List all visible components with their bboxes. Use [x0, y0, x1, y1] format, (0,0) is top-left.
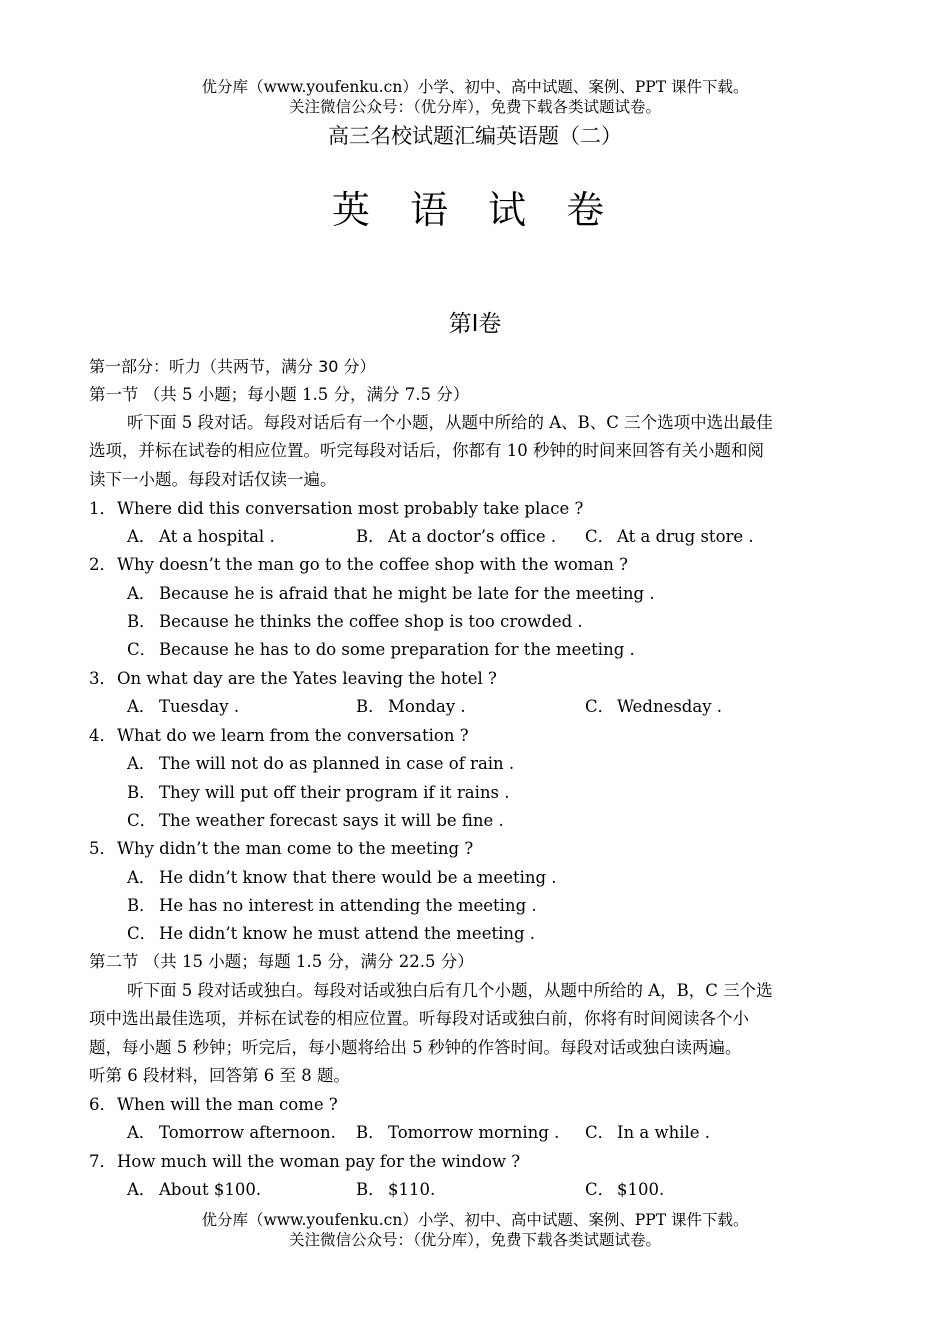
- option-5a: [127, 864, 557, 892]
- option-letter: A．: [127, 754, 156, 773]
- material-note: 听第 6 段材料，回答第 6 至 8 题。: [89, 1066, 350, 1085]
- option-3b: [356, 693, 466, 721]
- option-7a: [127, 1176, 261, 1204]
- question-6: [89, 1091, 338, 1119]
- option-letter: B．: [127, 783, 156, 802]
- volume-title: 第Ⅰ卷: [448, 311, 502, 337]
- header-line-1: 优分库（www.youfenku.cn）小学、初中、高中试题、案例、PPT 课件下载。: [201, 78, 749, 96]
- question-number: 1．: [89, 499, 116, 518]
- option-letter: A．: [127, 1180, 156, 1199]
- option-letter: B．: [356, 527, 385, 546]
- question-text: When will the man come ?: [117, 1095, 338, 1114]
- option-text: Tomorrow afternoon.: [159, 1123, 336, 1142]
- question-1: [89, 495, 583, 523]
- option-letter: B．: [127, 612, 156, 631]
- option-text: At a drug store .: [617, 527, 754, 546]
- option-letter: B．: [356, 1123, 385, 1142]
- option-letter: C．: [127, 924, 157, 943]
- option-2a: [127, 580, 655, 608]
- question-number: 5．: [89, 839, 116, 858]
- option-7c: [585, 1176, 664, 1204]
- option-text: At a doctor’s office .: [388, 527, 557, 546]
- question-2: [89, 551, 628, 579]
- option-6c: [585, 1119, 710, 1147]
- footer-line-2: 关注微信公众号：（优分库），免费下载各类试题试卷。: [288, 1231, 661, 1249]
- option-text: Because he has to do some preparation for the meeting .: [159, 640, 635, 659]
- exam-title: 英 语 试 卷: [331, 188, 619, 232]
- option-letter: C．: [127, 640, 157, 659]
- instruction-line: 题，每小题 5 秒钟；听完后，每小题将给出 5 秒钟的作答时间。每段对话或独白读两遍。: [89, 1037, 742, 1057]
- question-7: [89, 1148, 520, 1176]
- option-2c: [127, 636, 635, 664]
- option-4b: [127, 779, 510, 807]
- option-text: Because he is afraid that he might be late for the meeting .: [159, 584, 655, 603]
- option-text: Wednesday .: [617, 697, 723, 716]
- option-text: He didn’t know he must attend the meeting .: [159, 924, 536, 943]
- option-1c: [585, 523, 754, 551]
- option-text: The will not do as planned in case of rain .: [159, 754, 515, 773]
- option-text: $100.: [617, 1180, 665, 1199]
- option-6b: [356, 1119, 559, 1147]
- option-letter: A．: [127, 697, 156, 716]
- section2-heading: 第二节 （共 15 小题；每题 1.5 分，满分 22.5 分）: [89, 952, 474, 971]
- instruction-line: 听下面 5 段对话或独白。每段对话或独白后有几个小题，从题中所给的 A，B，C 三个选: [127, 981, 773, 1000]
- question-number: 4．: [89, 726, 116, 745]
- instruction-line: 项中选出最佳选项，并标在试卷的相应位置。听每段对话或独白前，你将有时间阅读各个小: [89, 1009, 749, 1029]
- option-letter: B．: [127, 896, 156, 915]
- question-number: 2．: [89, 555, 116, 574]
- option-text: Monday .: [388, 697, 466, 716]
- option-letter: A．: [127, 1123, 156, 1142]
- option-letter: C．: [585, 527, 615, 546]
- option-letter: A．: [127, 868, 156, 887]
- option-letter: C．: [585, 697, 615, 716]
- option-text: At a hospital .: [159, 527, 275, 546]
- question-number: 6．: [89, 1095, 116, 1114]
- option-letter: C．: [585, 1180, 615, 1199]
- option-letter: A．: [127, 584, 156, 603]
- option-text: Tomorrow morning .: [388, 1123, 560, 1142]
- option-4c: [127, 807, 504, 835]
- option-letter: C．: [127, 811, 157, 830]
- instruction-line: 读下一小题。每段对话仅读一遍。: [89, 469, 337, 489]
- question-text: How much will the woman pay for the window ?: [117, 1152, 521, 1171]
- option-text: About $100.: [159, 1180, 262, 1199]
- option-1a: [127, 523, 275, 551]
- question-4: [89, 722, 469, 750]
- question-number: 7．: [89, 1152, 116, 1171]
- option-letter: B．: [356, 1180, 385, 1199]
- option-6a: [127, 1119, 336, 1147]
- instruction-line: 选项，并标在试卷的相应位置。听完每段对话后，你都有 10 秒钟的时间来回答有关小题和阅: [89, 441, 764, 461]
- option-letter: A．: [127, 527, 156, 546]
- option-1b: [356, 523, 556, 551]
- option-3c: [585, 693, 722, 721]
- option-2b: [127, 608, 583, 636]
- section1-instructions: [89, 409, 861, 494]
- option-4a: [127, 750, 514, 778]
- part1-heading: 第一部分：听力（共两节，满分 30 分）: [89, 357, 376, 376]
- option-text: The weather forecast says it will be fine .: [159, 811, 504, 830]
- option-3a: [127, 693, 239, 721]
- question-text: What do we learn from the conversation ?: [117, 726, 469, 745]
- option-7b: [356, 1176, 435, 1204]
- question-text: On what day are the Yates leaving the hotel ?: [117, 669, 497, 688]
- option-text: $110.: [388, 1180, 436, 1199]
- option-text: Tuesday .: [159, 697, 240, 716]
- exam-subtitle: 高三名校试题汇编英语题（二）: [328, 124, 622, 148]
- section1-heading: 第一节 （共 5 小题；每小题 1.5 分，满分 7.5 分）: [89, 385, 470, 404]
- option-letter: C．: [585, 1123, 615, 1142]
- question-5: [89, 835, 473, 863]
- instruction-line: 听下面 5 段对话。每段对话后有一个小题，从题中所给的 A、B、C 三个选项中选出最佳: [127, 413, 773, 432]
- question-text: Why didn’t the man come to the meeting ?: [117, 839, 474, 858]
- option-5c: [127, 920, 535, 948]
- option-text: He has no interest in attending the meeting .: [159, 896, 537, 915]
- section2-instructions: [89, 977, 861, 1062]
- question-number: 3．: [89, 669, 116, 688]
- option-text: He didn’t know that there would be a meeting .: [159, 868, 557, 887]
- option-text: They will put off their program if it rains .: [159, 783, 510, 802]
- option-letter: B．: [356, 697, 385, 716]
- question-text: Where did this conversation most probably take place ?: [117, 499, 584, 518]
- question-text: Why doesn’t the man go to the coffee shop with the woman ?: [117, 555, 629, 574]
- footer-line-1: 优分库（www.youfenku.cn）小学、初中、高中试题、案例、PPT 课件下载。: [201, 1211, 749, 1229]
- option-text: Because he thinks the coffee shop is too crowded .: [159, 612, 583, 631]
- option-text: In a while .: [617, 1123, 711, 1142]
- question-3: [89, 665, 497, 693]
- option-5b: [127, 892, 537, 920]
- header-line-2: 关注微信公众号：（优分库），免费下载各类试题试卷。: [288, 98, 661, 116]
